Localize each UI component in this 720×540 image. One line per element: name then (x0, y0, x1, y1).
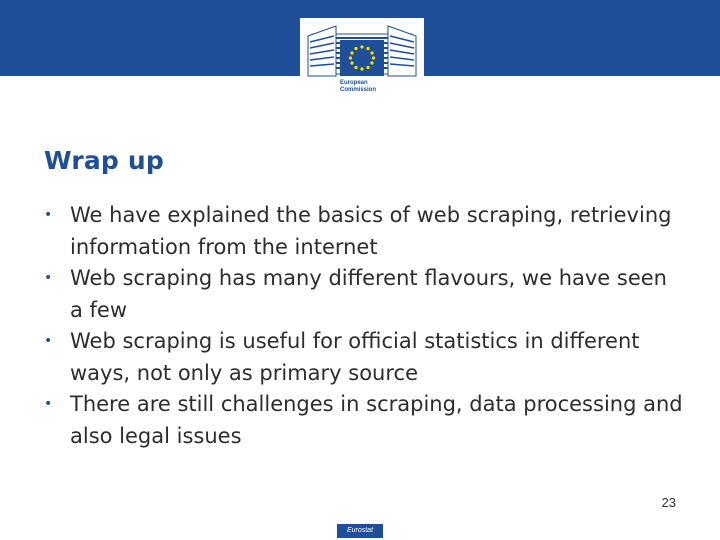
bullet-list (44, 200, 684, 452)
bullet-icon: • (44, 270, 53, 286)
bullet-icon: • (44, 396, 53, 412)
eurostat-badge: Eurostat (337, 524, 383, 538)
slide-title: Wrap up (44, 146, 165, 175)
bullet-icon: • (44, 207, 53, 223)
european-commission-logo (300, 18, 424, 102)
commission-building-icon (300, 18, 424, 80)
bullet-icon: • (44, 333, 53, 349)
bullet-text: We have explained the basics of web scraping, retrieving information from the internet (70, 203, 672, 259)
bullet-text: Web scraping is useful for official statistics in different ways, not only as primary source (70, 329, 640, 385)
bullet-text: Web scraping has many different flavours, we have seen a few (70, 266, 667, 322)
bullet-item (44, 326, 684, 389)
bullet-text: There are still challenges in scraping, data processing and also legal issues (70, 392, 683, 448)
logo-text: European Commission (340, 80, 377, 93)
page-number: 23 (661, 495, 676, 510)
bullet-item (44, 200, 684, 263)
bullet-item (44, 263, 684, 326)
bullet-item (44, 389, 684, 452)
